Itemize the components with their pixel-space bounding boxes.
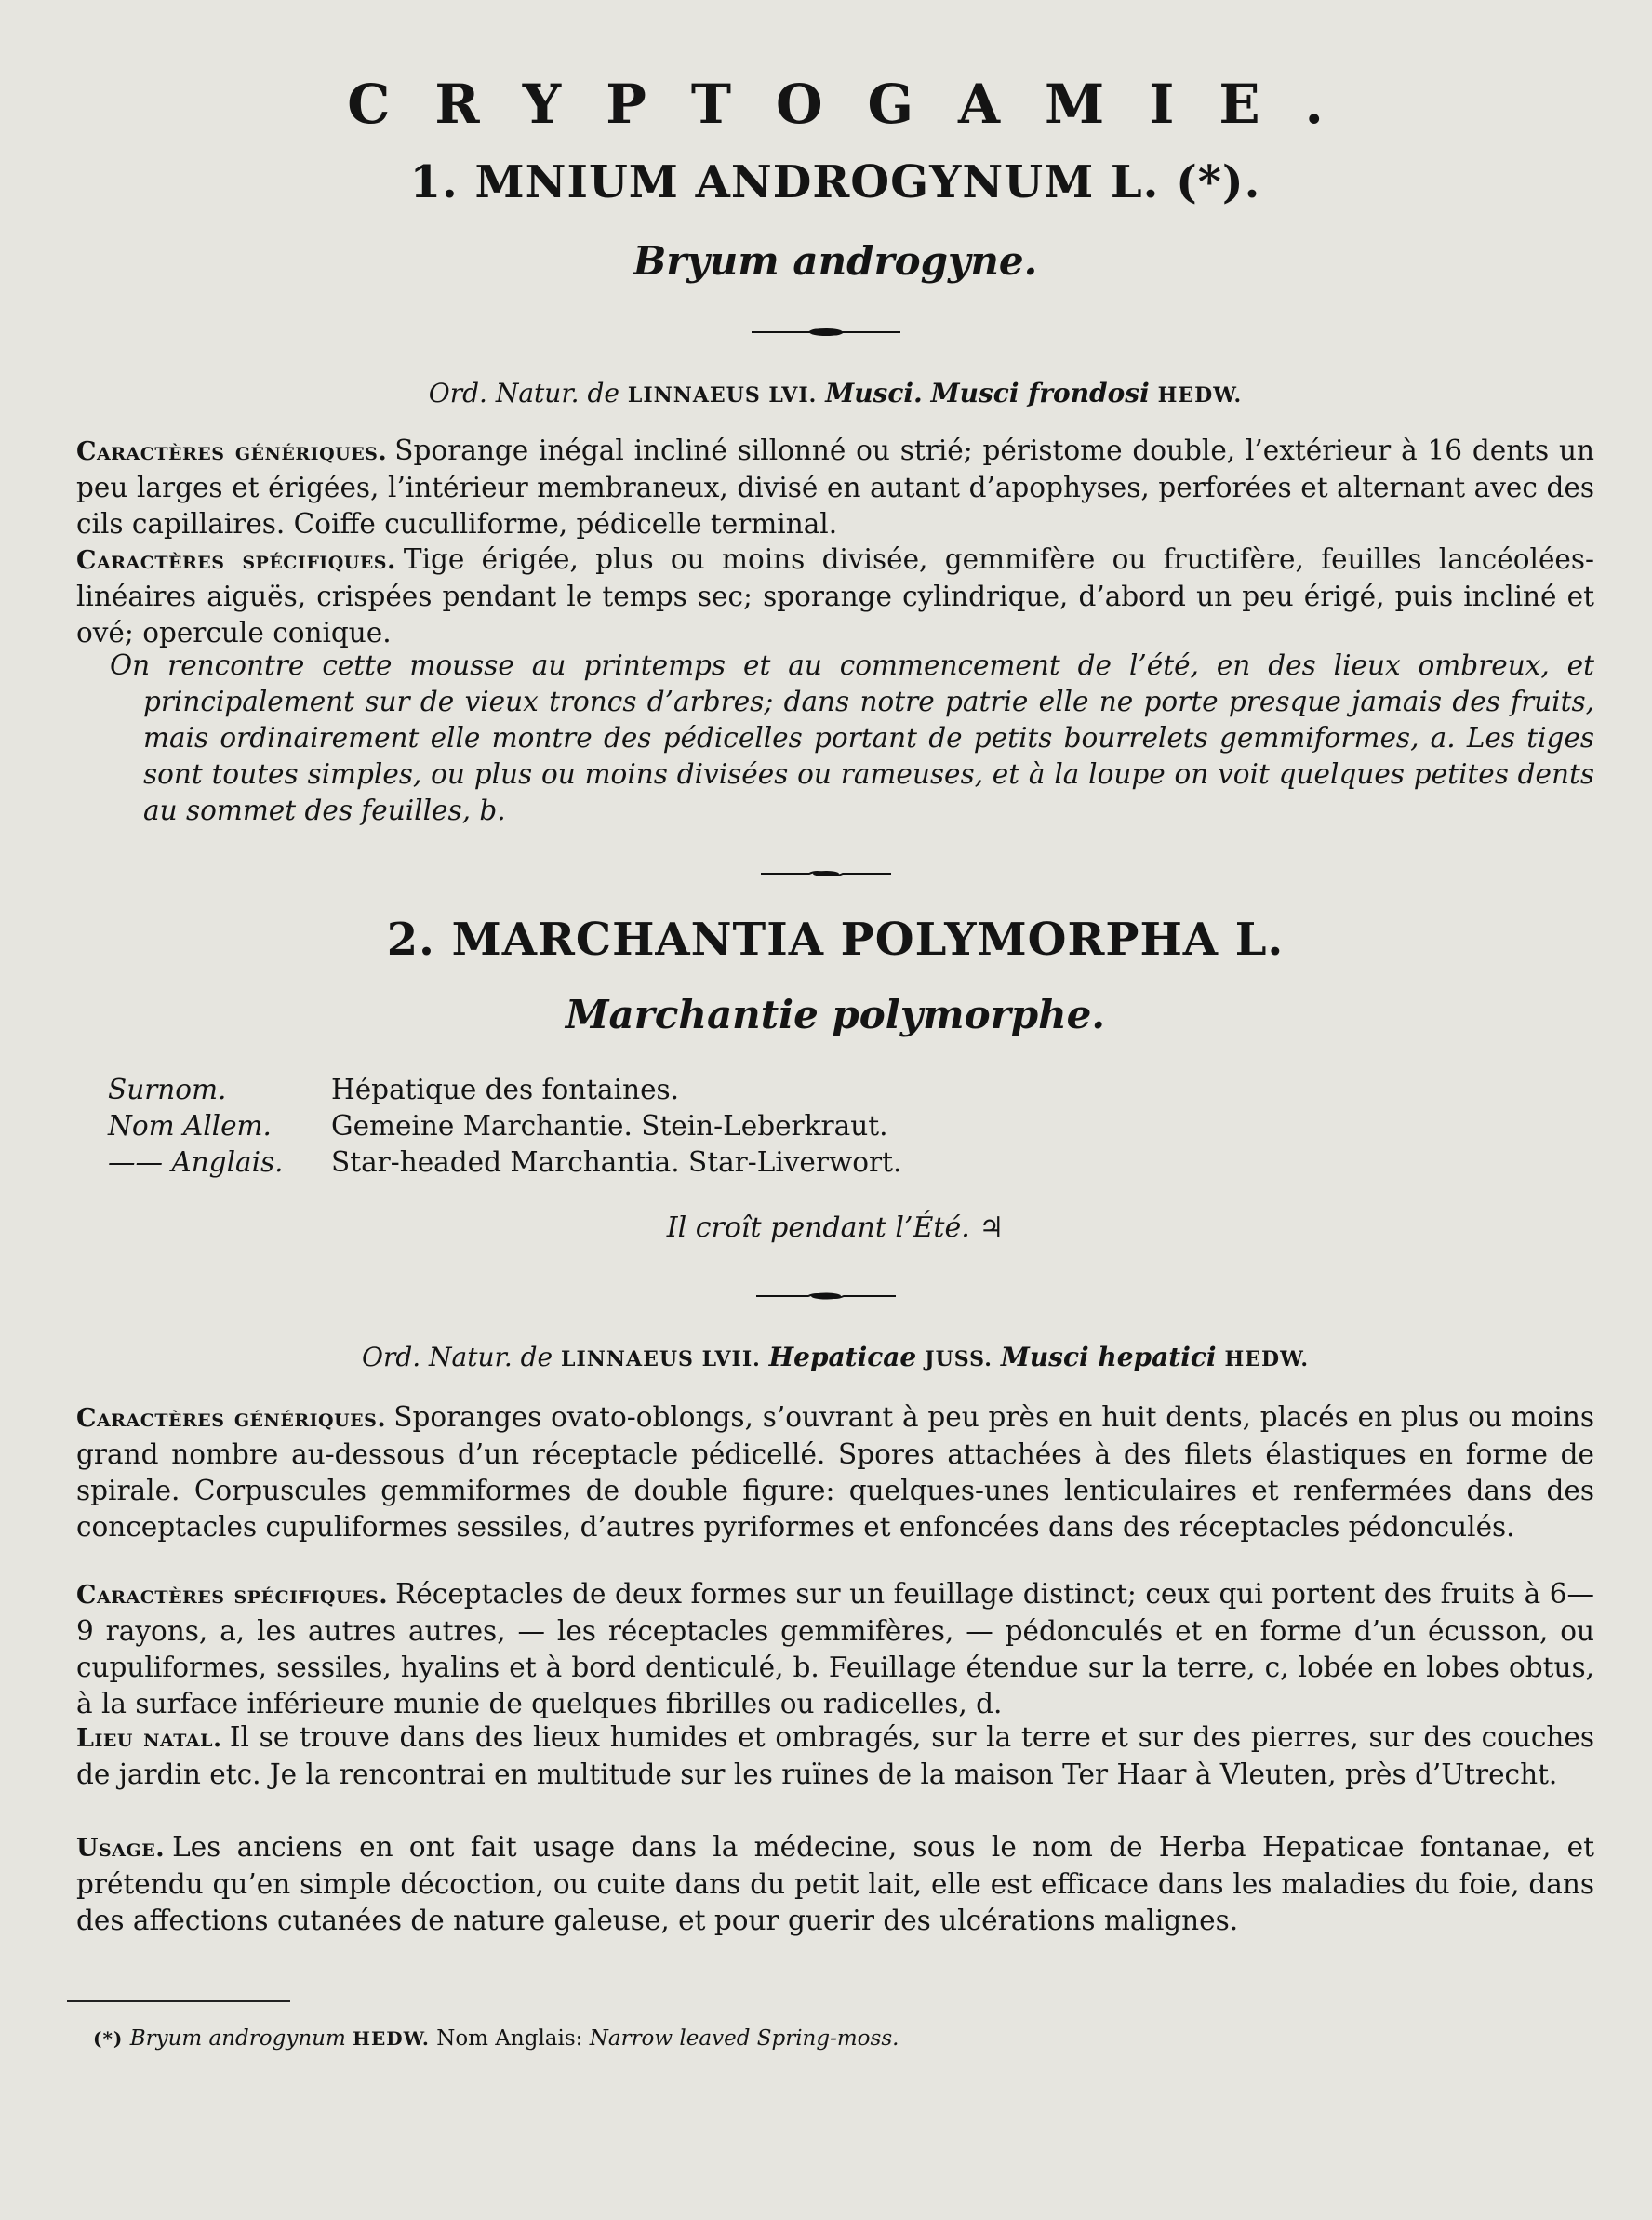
order-group: Musci.: [825, 378, 923, 408]
footnote: [93, 2026, 1594, 2051]
generic-label: Caractères génériques.: [76, 1404, 387, 1433]
synonym-value: Gemeine Marchantie. Stein-Leberkraut.: [331, 1110, 888, 1142]
species2-habitat: [76, 1719, 1594, 1793]
synonym-row: [108, 1108, 1594, 1144]
species1-title: 1. MNIUM ANDROGYNUM L. (*).: [409, 156, 1261, 208]
species1-note: On rencontre cette mousse au printemps et au commencement de l’été, en des lieux ombreux, et principalement sur de vieux troncs d’arbres; dans notre patrie elle ne porte presque jamais des fruits, mais ordinairement elle montre des pédicelles portant de petits bourrelets gemmiformes, a. Les tiges sont toutes simples, ou plus ou moins divisées ou rameuses, et à la loupe on voit quelques petites dents au sommet des feuilles, b.: [110, 649, 1594, 826]
footnote-species: Bryum androgynum: [129, 2026, 346, 2051]
habitat-label: Lieu natal.: [76, 1724, 222, 1753]
species1-generic-characters: [76, 433, 1594, 542]
order-group: Hepaticae: [768, 1342, 917, 1372]
footnote-label: Nom Anglais:: [436, 2026, 583, 2051]
footnote-english-name: Narrow leaved Spring-moss.: [589, 2026, 899, 2051]
order-subgroup-author: HEDW.: [1224, 1347, 1310, 1371]
order-subgroup: Musci hepatici: [1000, 1342, 1217, 1372]
ornament-rule: [752, 326, 900, 339]
synonym-key: Surnom.: [108, 1074, 227, 1105]
generic-text: Sporanges ovato-oblongs, s’ouvrant à peu près en huit dents, placés en plus ou moins grand nombre au-dessous d’un réceptacle pédicellé. Spores attachées à des filets élastiques en forme de spirale. Corpuscules gemmiformes de double figure: quelques-unes lenticulaires et renfermées dans des conceptacles cupuliformes sessiles, d’autres pyriformes et enfoncées dans des réceptacles pédonculés.: [76, 1401, 1594, 1543]
synonym-key: —— Anglais.: [108, 1146, 284, 1178]
synonym-key: Nom Allem.: [108, 1110, 272, 1142]
species1-subtitle: Bryum androgyne.: [633, 238, 1038, 284]
order-group-author: JUSS.: [925, 1347, 993, 1371]
flowering-text: Il croît pendant l’Été.: [666, 1211, 970, 1244]
species2-usage: [76, 1829, 1594, 1939]
synonym-value: Star-headed Marchantia. Star-Liverwort.: [331, 1146, 902, 1178]
order-author: LINNAEUS LVII.: [561, 1347, 761, 1371]
species2-order-line: [76, 1342, 1594, 1372]
ornament-rule: [756, 1290, 896, 1303]
species2-synonyms: [108, 1072, 1594, 1181]
footnote-rule: [67, 2000, 290, 2002]
order-subgroup-author: HEDW.: [1157, 383, 1243, 408]
generic-text: Sporange inégal incliné sillonné ou strié; péristome double, l’extérieur à 16 dents un peu larges et érigées, l’intérieur membraneux, divisé en autant d’apophyses, perforées et alternant avec des cils capillaires. Coiffe cuculliforme, pédicelle terminal.: [76, 435, 1594, 540]
order-prefix: Ord. Natur. de: [361, 1342, 553, 1372]
order-author: LINNAEUS LVI.: [627, 383, 818, 408]
habitat-text: Il se trouve dans des lieux humides et ombragés, sur la terre et sur des pierres, sur des couches de jardin etc. Je la rencontrai en multitude sur les ruïnes de la maison Ter Haar à Vleuten, près d’Utrecht.: [76, 1721, 1594, 1790]
specific-label: Caractères spécifiques.: [76, 1581, 389, 1610]
order-prefix: Ord. Natur. de: [428, 378, 620, 408]
species2-title: 2. MARCHANTIA POLYMORPHA L.: [386, 914, 1285, 966]
flowering-period: [76, 1211, 1594, 1244]
footnote-author: HEDW.: [353, 2027, 430, 2050]
ornament-rule: [761, 867, 891, 880]
usage-label: Usage.: [76, 1834, 166, 1863]
perennial-symbol: ♃: [979, 1211, 1005, 1244]
order-subgroup: Musci frondosi: [930, 378, 1150, 408]
synonym-row: [108, 1072, 1594, 1108]
species2-specific-characters: [76, 1576, 1594, 1722]
synonym-value: Hépatique des fontaines.: [331, 1074, 680, 1105]
species2-generic-characters: [76, 1399, 1594, 1545]
specific-text: Réceptacles de deux formes sur un feuillage distinct; ceux qui portent des fruits à 6—9 rayons, a, les autres autres, — les réceptacles gemmifères, — pédonculés et en forme d’un écusson, ou cupuliformes, sessiles, hyalins et à bord denticulé, b. Feuillage étendue sur la terre, c, lobée en lobes obtus, à la surface inférieure munie de quelques fibrilles ou radicelles, d.: [76, 1578, 1595, 1719]
section-title: CRYPTOGAMIE.: [347, 73, 1368, 136]
species1-specific-characters: [76, 542, 1594, 651]
usage-text: Les anciens en ont fait usage dans la médecine, sous le nom de Herba Hepaticae fontanae, et prétendu qu’en simple décoction, ou cuite dans du petit lait, elle est efficace dans les maladies du foie, dans des affections cutanées de nature galeuse, et pour guerir des ulcérations malignes.: [76, 1831, 1594, 1936]
footnote-mark: (*): [93, 2027, 124, 2050]
species2-subtitle: Marchantie polymorphe.: [566, 992, 1105, 1037]
generic-label: Caractères génériques.: [76, 437, 388, 466]
synonym-row: [108, 1144, 1594, 1181]
specific-text: Tige érigée, plus ou moins divisée, gemmifère ou fructifère, feuilles lancéolées-linéaires aiguës, crispées pendant le temps sec; sporange cylindrique, d’abord un peu érigé, puis incliné et ové; opercule conique.: [76, 543, 1594, 649]
specific-label: Caractères spécifiques.: [76, 546, 396, 575]
species1-order-line: [76, 378, 1594, 408]
